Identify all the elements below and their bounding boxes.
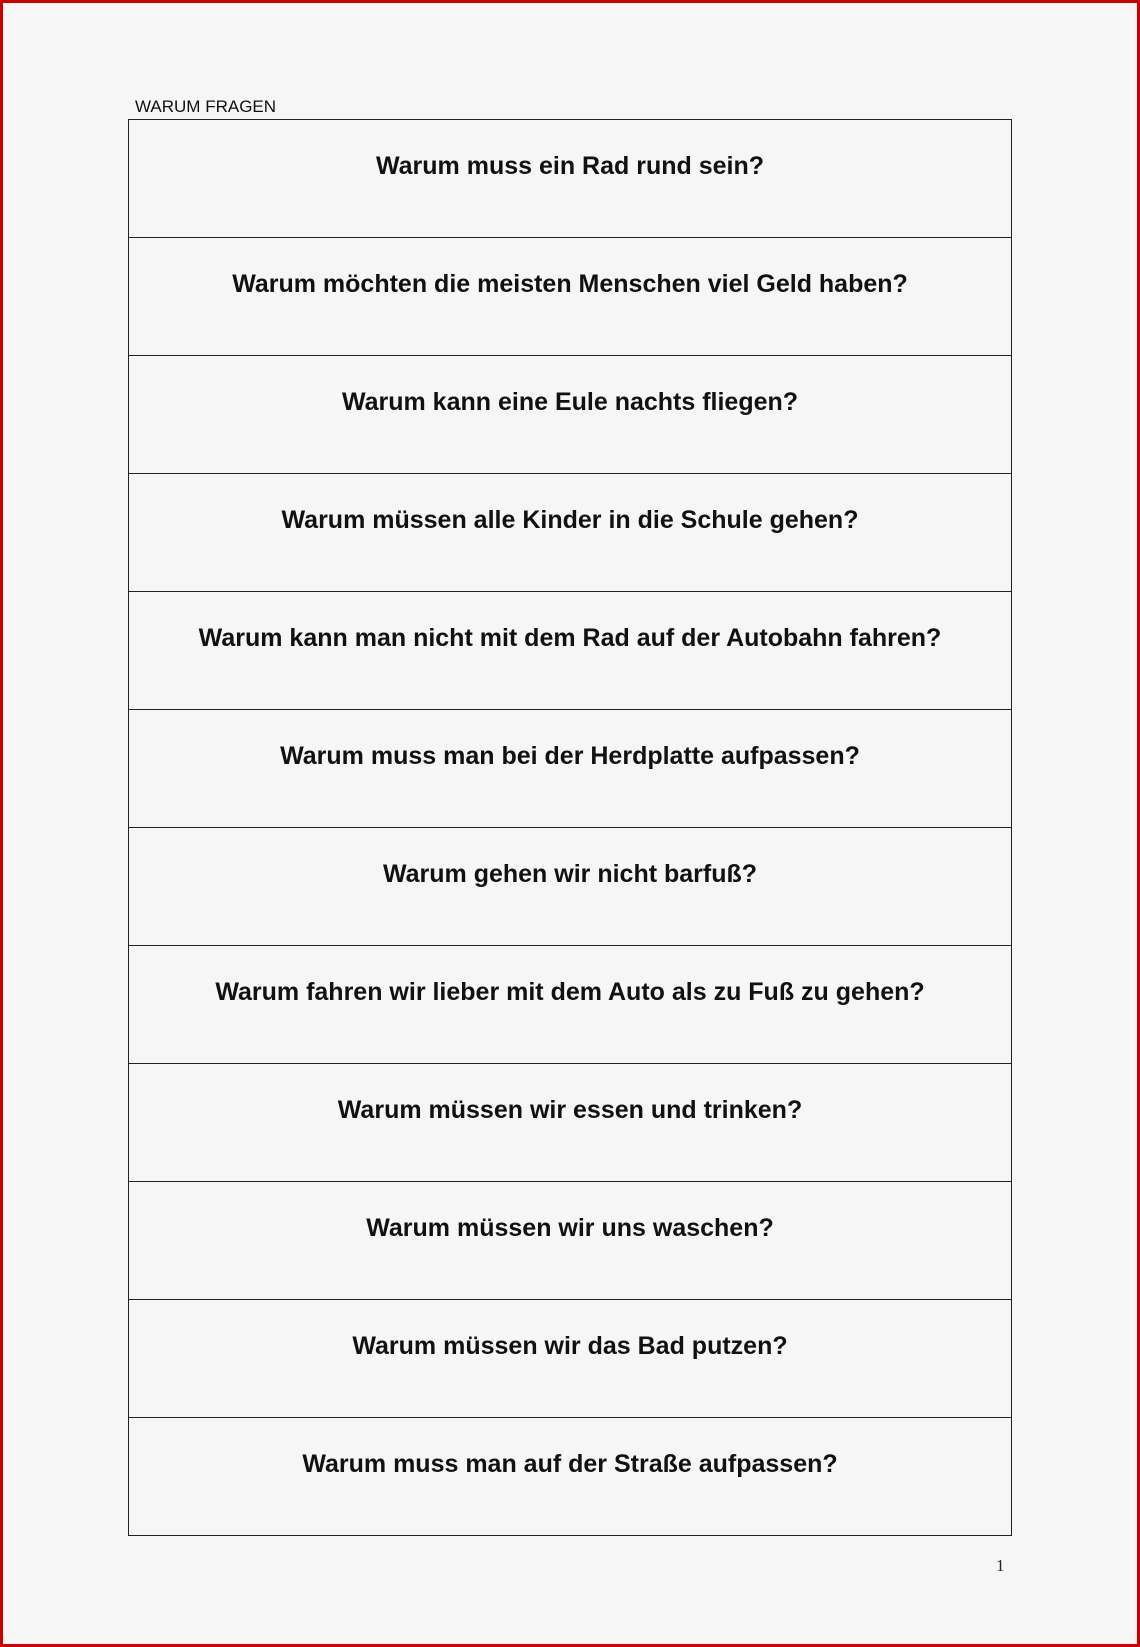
question-text: Warum fahren wir lieber mit dem Auto als zu Fuß zu gehen? (215, 978, 925, 1006)
question-text: Warum kann eine Eule nachts fliegen? (341, 388, 799, 416)
question-card (129, 474, 1011, 592)
question-card (129, 1418, 1011, 1536)
question-card (129, 1064, 1011, 1182)
document-header: WARUM FRAGEN (135, 97, 277, 116)
question-text: Warum müssen alle Kinder in die Schule gehen? (281, 506, 859, 534)
question-card (129, 828, 1011, 946)
question-text: Warum müssen wir essen und trinken? (337, 1096, 803, 1124)
question-text: Warum müssen wir das Bad putzen? (352, 1332, 788, 1360)
question-card (129, 1300, 1011, 1418)
question-text: Warum kann man nicht mit dem Rad auf der Autobahn fahren? (198, 624, 942, 652)
question-text: Warum muss ein Rad rund sein? (375, 152, 765, 180)
question-card (129, 1182, 1011, 1300)
question-card (129, 592, 1011, 710)
question-card (129, 238, 1011, 356)
page-number: 1 (996, 1556, 1005, 1575)
question-text: Warum muss man bei der Herdplatte aufpassen? (280, 742, 860, 770)
question-text: Warum müssen wir uns waschen? (366, 1214, 774, 1242)
question-card (129, 946, 1011, 1064)
question-card (129, 356, 1011, 474)
question-text: Warum muss man auf der Straße aufpassen? (302, 1450, 838, 1478)
question-card (129, 120, 1011, 238)
question-text: Warum möchten die meisten Menschen viel Geld haben? (232, 270, 908, 298)
question-text: Warum gehen wir nicht barfuß? (382, 860, 758, 888)
question-card-table (128, 119, 1012, 1536)
question-card (129, 710, 1011, 828)
